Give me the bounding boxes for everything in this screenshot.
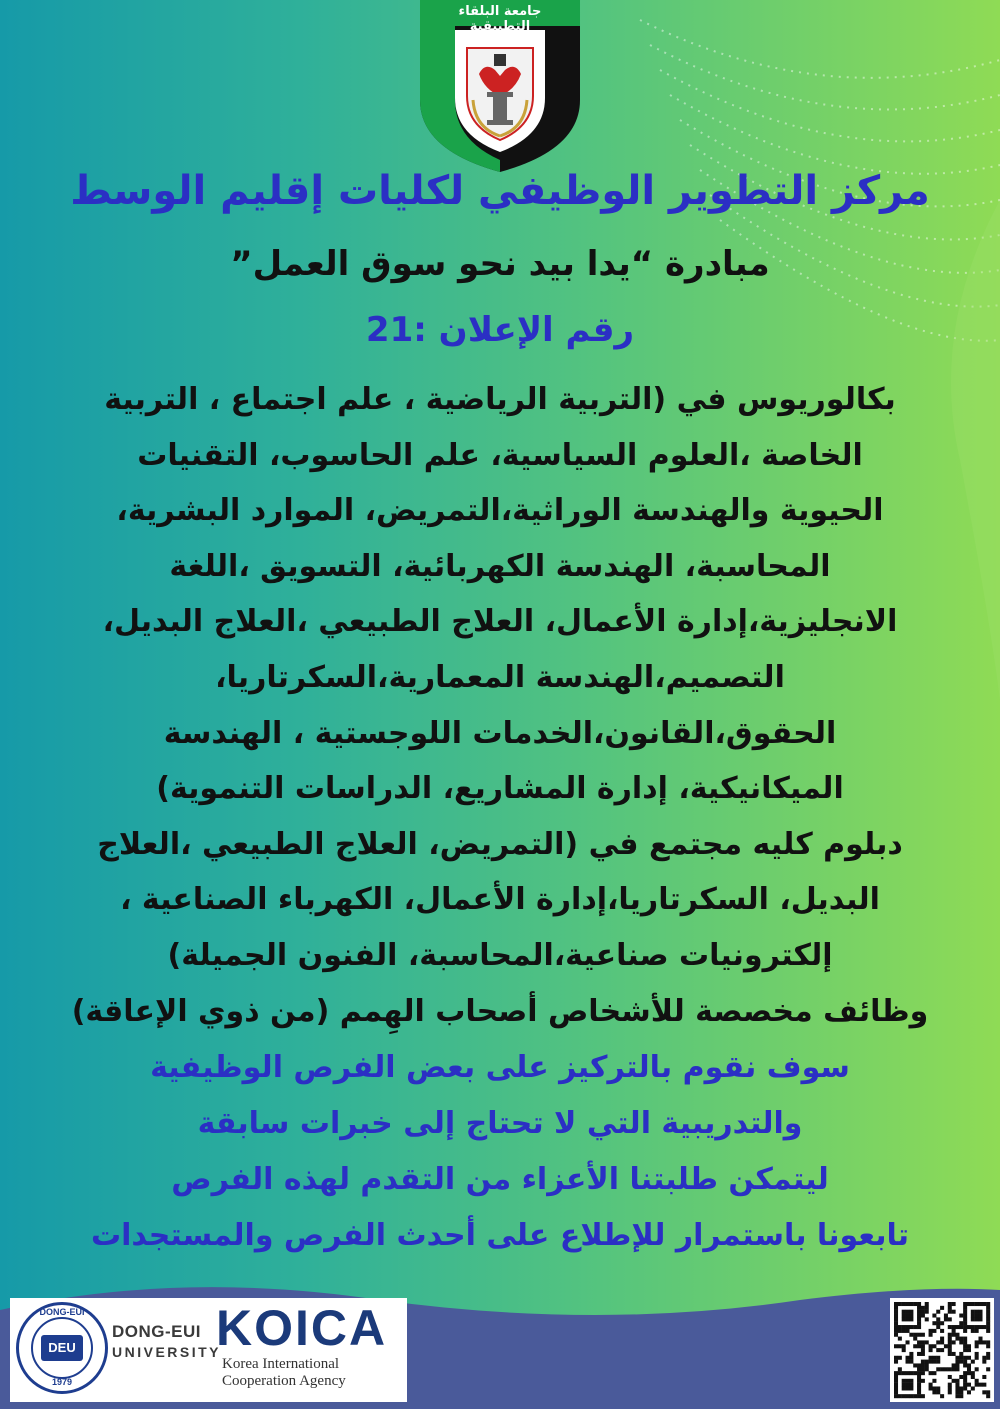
body-line: وظائف مخصصة للأشخاص أصحاب الهِمم (من ذوي الإعاقة) [71,993,929,1029]
body-line: الميكانيكية، إدارة المشاريع، الدراسات التنموية) [156,771,844,807]
pillar-icon [493,96,507,122]
initiative-title: مبادرة “يدا بيد نحو سوق العمل” [230,244,770,284]
dong-eui-name-line1: DONG-EUI [112,1322,201,1341]
body-line: البديل، السكرتاريا،إدارة الأعمال، الكهرباء الصناعية ، [120,882,880,918]
note-line: والتدريبية التي لا تحتاج إلى خبرات سابقة [197,1106,803,1141]
center-title: مركز التطوير الوظيفي لكليات إقليم الوسط [70,168,930,214]
koica-sub-line1: Korea International [222,1356,340,1372]
body-line: الحقوق،القانون،الخدمات اللوجستية ، الهندسة [163,715,837,751]
note-line: ليتمكن طلبتنا الأعزاء من التقدم لهذه الفرص [171,1162,829,1197]
seal-top-text: DONG-EUI [39,1307,85,1317]
partner-logos [10,1298,407,1402]
body-line: الحيوية والهندسة الوراثية،التمريض، الموارد البشرية، [116,493,884,529]
qr-code-icon[interactable] [890,1298,994,1402]
note-line: تابعونا باستمرار للإطلاع على أحدث الفرص والمستجدات [91,1218,909,1253]
body-line: الخاصة ،العلوم السياسية، علم الحاسوب، التقنيات [137,437,863,473]
deu-mark: DEU [41,1335,83,1361]
dong-eui-seal [16,1302,108,1394]
dong-eui-name [112,1322,220,1360]
body-line: بكالوريوس في (التربية الرياضية ، علم اجتماع ، التربية [104,382,896,417]
koica-logo [216,1300,402,1390]
qr-code-graphic [890,1298,994,1402]
note-line: سوف نقوم بالتركيز على بعض الفرص الوظيفية [150,1050,850,1085]
university-name: جامعة البلقاء التطبيقية [458,4,542,34]
note-paragraph [0,1040,1000,1264]
body-line: دبلوم كليه مجتمع في (التمريض، العلاج الطبيعي ،العلاج [97,826,903,862]
announcement-number: رقم الإعلان :21 [365,310,635,350]
dong-eui-name-line2: UNIVERSITY [112,1344,222,1360]
body-line: المحاسبة، الهندسة الكهربائية، التسويق ،اللغة [169,548,831,584]
body-line: التصميم،الهندسة المعمارية،السكرتاريا، [215,659,785,695]
body-line: الانجليزية،إدارة الأعمال، العلاج الطبيعي ،العلاج البديل، [102,604,898,640]
seal-bottom-text: 1979 [51,1377,73,1387]
koica-wordmark: KOICA [216,1300,388,1356]
body-line: إلكترونيات صناعية،المحاسبة، الفنون الجميلة) [167,937,833,973]
crown-icon [494,54,506,66]
koica-sub-line2: Cooperation Agency [222,1373,346,1389]
qualifications-list [30,372,970,1039]
